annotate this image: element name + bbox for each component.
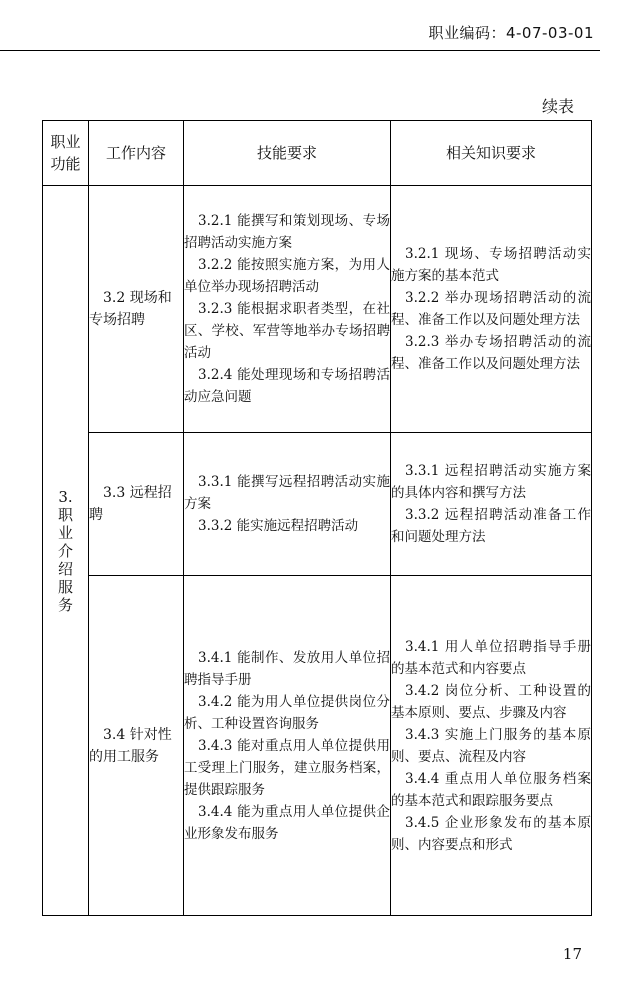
knowledge-item: 3.3.2 远程招聘活动准备工作和问题处理方法 xyxy=(391,507,591,545)
knowledge-cell xyxy=(391,576,592,916)
page-number: 17 xyxy=(562,945,582,963)
column-header-function: 职业功能 xyxy=(43,121,89,186)
skill-item: 3.4.3 能对重点用人单位提供用工受理上门服务，建立服务档案，提供跟踪服务 xyxy=(184,737,390,798)
function-cell xyxy=(43,186,89,916)
occupation-code: 职业编码：4-07-03-01 xyxy=(428,24,594,42)
knowledge-item: 3.2.3 举办专场招聘活动的流程、准备工作以及问题处理方法 xyxy=(391,334,591,372)
skill-item: 3.3.2 能实施远程招聘活动 xyxy=(198,518,359,534)
skill-item: 3.4.4 能为重点用人单位提供企业形象发布服务 xyxy=(184,803,390,842)
skill-item: 3.4.1 能制作、发放用人单位招聘指导手册 xyxy=(184,649,390,688)
skill-item: 3.2.4 能处理现场和专场招聘活动应急问题 xyxy=(184,367,390,405)
knowledge-item: 3.4.4 重点用人单位服务档案的基本范式和跟踪服务要点 xyxy=(391,770,591,809)
knowledge-item: 3.4.5 企业形象发布的基本原则、内容要点和形式 xyxy=(391,814,591,853)
skill-item: 3.2.1 能撰写和策划现场、专场招聘活动实施方案 xyxy=(184,213,390,251)
skill-item: 3.2.3 能根据求职者类型，在社区、学校、军营等地举办专场招聘活动 xyxy=(184,301,390,361)
column-header-knowledge: 相关知识要求 xyxy=(391,121,592,186)
table-row xyxy=(43,186,592,433)
column-header-skill: 技能要求 xyxy=(184,121,391,186)
work-label: 3.4 针对性的用工服务 xyxy=(89,726,172,765)
knowledge-item: 3.4.2 岗位分析、工种设置的基本原则、要点、步骤及内容 xyxy=(391,682,591,721)
column-header-work: 工作内容 xyxy=(89,121,184,186)
continued-label: 续表 xyxy=(541,97,574,116)
knowledge-item: 3.3.1 远程招聘活动实施方案的具体内容和撰写方法 xyxy=(391,463,591,501)
skill-item: 3.4.2 能为用人单位提供岗位分析、工种设置咨询服务 xyxy=(184,693,390,732)
knowledge-item: 3.2.1 现场、专场招聘活动实施方案的基本范式 xyxy=(391,246,591,284)
skill-item: 3.2.2 能按照实施方案，为用人单位举办现场招聘活动 xyxy=(184,257,390,295)
work-cell xyxy=(89,186,184,433)
skill-cell xyxy=(184,576,391,916)
work-label: 3.2 现场和专场招聘 xyxy=(89,290,172,328)
knowledge-cell xyxy=(391,186,592,433)
table-row xyxy=(43,433,592,576)
skill-item: 3.3.1 能撰写远程招聘活动实施方案 xyxy=(184,474,390,512)
knowledge-item: 3.4.3 实施上门服务的基本原则、要点、流程及内容 xyxy=(391,726,591,765)
skill-cell xyxy=(184,186,391,433)
skill-cell xyxy=(184,433,391,576)
knowledge-cell xyxy=(391,433,592,576)
table-header-row xyxy=(43,121,592,186)
function-label: 3.职业介绍服务 xyxy=(57,487,73,614)
requirements-table xyxy=(42,120,592,916)
knowledge-item: 3.4.1 用人单位招聘指导手册的基本范式和内容要点 xyxy=(391,638,591,677)
work-cell xyxy=(89,433,184,576)
knowledge-item: 3.2.2 举办现场招聘活动的流程、准备工作以及问题处理方法 xyxy=(391,290,591,328)
work-label: 3.3 远程招聘 xyxy=(89,485,172,523)
header-rule xyxy=(0,50,600,51)
table-row xyxy=(43,576,592,916)
work-cell xyxy=(89,576,184,916)
